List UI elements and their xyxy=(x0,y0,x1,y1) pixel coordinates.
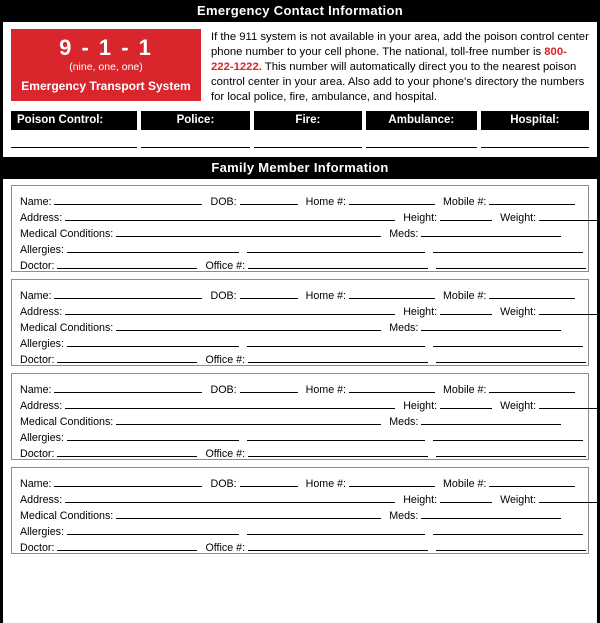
label-dob: DOB: xyxy=(210,195,237,208)
input-medical-conditions[interactable] xyxy=(116,413,381,425)
label-mobile: Mobile #: xyxy=(443,289,487,302)
input-dob[interactable] xyxy=(240,381,298,393)
label-office: Office #: xyxy=(205,541,246,554)
contact-label-bar xyxy=(3,109,597,130)
badge-spelled: (nine, one, one) xyxy=(69,61,143,74)
input-meds[interactable] xyxy=(421,225,561,237)
member-row-medical xyxy=(20,413,580,429)
input-doctor[interactable] xyxy=(57,539,197,551)
label-dob: DOB: xyxy=(210,383,237,396)
input-allergies-3[interactable] xyxy=(433,241,583,253)
emergency-instructions-part2: This number will automatically direct you to the nearest poison control center in your area. Also add to your phone's directory the numbers for local police, fire, ambulance, and hospital. xyxy=(211,60,585,103)
family-member-list xyxy=(3,179,597,554)
input-office[interactable] xyxy=(248,257,428,269)
contact-write-in-lines xyxy=(3,130,597,157)
label-doctor: Doctor: xyxy=(20,541,55,554)
input-medical-conditions[interactable] xyxy=(116,507,381,519)
input-allergies-2[interactable] xyxy=(247,523,425,535)
label-home: Home #: xyxy=(305,289,347,302)
emergency-instructions xyxy=(211,29,589,105)
input-name[interactable] xyxy=(54,475,202,487)
input-mobile[interactable] xyxy=(489,193,575,205)
input-doctor[interactable] xyxy=(57,445,197,457)
emergency-911-badge xyxy=(11,29,201,101)
input-allergies-2[interactable] xyxy=(247,241,425,253)
label-weight: Weight: xyxy=(500,399,537,412)
emergency-instructions-part1: If the 911 system is not available in your area, add the poison control center phone number to your cell phone. The national, toll-free number is xyxy=(211,31,589,58)
input-height[interactable] xyxy=(440,397,492,409)
label-height: Height: xyxy=(403,305,438,318)
label-allergies: Allergies: xyxy=(20,337,64,350)
label-home: Home #: xyxy=(305,195,347,208)
input-dob[interactable] xyxy=(240,287,298,299)
label-medical-conditions: Medical Conditions: xyxy=(20,321,114,334)
input-allergies-1[interactable] xyxy=(67,241,239,253)
emergency-section-header: Emergency Contact Information xyxy=(3,0,597,22)
label-address: Address: xyxy=(20,399,63,412)
input-name[interactable] xyxy=(54,193,202,205)
badge-system: Emergency Transport System xyxy=(21,78,191,93)
emergency-info-row xyxy=(3,22,597,109)
poison-control-number: 800-222-1222. xyxy=(211,45,567,73)
input-weight[interactable] xyxy=(539,303,600,315)
label-height: Height: xyxy=(403,399,438,412)
input-home[interactable] xyxy=(349,381,435,393)
input-weight[interactable] xyxy=(539,209,600,221)
label-dob: DOB: xyxy=(210,289,237,302)
contact-label-fire: Fire: xyxy=(254,111,362,130)
input-office-extra[interactable] xyxy=(436,257,586,269)
input-name[interactable] xyxy=(54,381,202,393)
input-allergies-1[interactable] xyxy=(67,523,239,535)
input-dob[interactable] xyxy=(240,193,298,205)
label-dob: DOB: xyxy=(210,477,237,490)
family-member-card xyxy=(11,467,589,554)
label-doctor: Doctor: xyxy=(20,259,55,272)
label-mobile: Mobile #: xyxy=(443,383,487,396)
input-allergies-2[interactable] xyxy=(247,335,425,347)
badge-number: 9 - 1 - 1 xyxy=(59,35,153,60)
input-office-extra[interactable] xyxy=(436,351,586,363)
label-meds: Meds: xyxy=(389,227,419,240)
input-office-extra[interactable] xyxy=(436,539,586,551)
member-row-address xyxy=(20,397,580,413)
input-office-extra[interactable] xyxy=(436,445,586,457)
label-medical-conditions: Medical Conditions: xyxy=(20,415,114,428)
contact-input-hospital[interactable] xyxy=(481,146,589,148)
label-office: Office #: xyxy=(205,259,246,272)
contact-input-police[interactable] xyxy=(141,146,249,148)
input-address[interactable] xyxy=(65,209,395,221)
family-member-card xyxy=(11,279,589,366)
member-row-medical xyxy=(20,225,580,241)
member-row-address xyxy=(20,491,580,507)
contact-label-hospital: Hospital: xyxy=(481,111,589,130)
label-address: Address: xyxy=(20,305,63,318)
label-meds: Meds: xyxy=(389,415,419,428)
member-row-doctor xyxy=(20,539,580,555)
contact-input-ambulance[interactable] xyxy=(366,146,476,148)
member-row-address xyxy=(20,209,580,225)
label-medical-conditions: Medical Conditions: xyxy=(20,227,114,240)
member-row-address xyxy=(20,303,580,319)
label-doctor: Doctor: xyxy=(20,447,55,460)
label-mobile: Mobile #: xyxy=(443,477,487,490)
label-allergies: Allergies: xyxy=(20,431,64,444)
input-home[interactable] xyxy=(349,287,435,299)
member-row-allergies xyxy=(20,429,580,445)
input-doctor[interactable] xyxy=(57,257,197,269)
input-allergies-3[interactable] xyxy=(433,523,583,535)
input-height[interactable] xyxy=(440,209,492,221)
label-weight: Weight: xyxy=(500,211,537,224)
input-address[interactable] xyxy=(65,491,395,503)
input-allergies-2[interactable] xyxy=(247,429,425,441)
input-name[interactable] xyxy=(54,287,202,299)
input-dob[interactable] xyxy=(240,475,298,487)
input-allergies-1[interactable] xyxy=(67,429,239,441)
label-home: Home #: xyxy=(305,477,347,490)
contact-label-police: Police: xyxy=(141,111,249,130)
contact-input-fire[interactable] xyxy=(254,146,362,148)
contact-input-poison-control[interactable] xyxy=(11,146,137,148)
input-office[interactable] xyxy=(248,445,428,457)
label-name: Name: xyxy=(20,383,52,396)
input-office[interactable] xyxy=(248,351,428,363)
member-row-doctor xyxy=(20,351,580,367)
label-allergies: Allergies: xyxy=(20,525,64,538)
input-medical-conditions[interactable] xyxy=(116,319,381,331)
member-row-doctor xyxy=(20,445,580,461)
input-home[interactable] xyxy=(349,475,435,487)
label-weight: Weight: xyxy=(500,493,537,506)
member-row-name xyxy=(20,475,580,491)
member-row-name xyxy=(20,287,580,303)
input-address[interactable] xyxy=(65,303,395,315)
label-height: Height: xyxy=(403,211,438,224)
label-height: Height: xyxy=(403,493,438,506)
member-row-doctor xyxy=(20,257,580,273)
input-weight[interactable] xyxy=(539,397,600,409)
label-doctor: Doctor: xyxy=(20,353,55,366)
label-meds: Meds: xyxy=(389,321,419,334)
input-height[interactable] xyxy=(440,491,492,503)
member-row-medical xyxy=(20,319,580,335)
label-meds: Meds: xyxy=(389,509,419,522)
label-medical-conditions: Medical Conditions: xyxy=(20,509,114,522)
label-allergies: Allergies: xyxy=(20,243,64,256)
member-row-allergies xyxy=(20,335,580,351)
input-height[interactable] xyxy=(440,303,492,315)
input-mobile[interactable] xyxy=(489,287,575,299)
label-home: Home #: xyxy=(305,383,347,396)
label-mobile: Mobile #: xyxy=(443,195,487,208)
label-address: Address: xyxy=(20,211,63,224)
label-weight: Weight: xyxy=(500,305,537,318)
label-office: Office #: xyxy=(205,353,246,366)
label-name: Name: xyxy=(20,477,52,490)
member-row-name xyxy=(20,381,580,397)
member-row-allergies xyxy=(20,241,580,257)
label-office: Office #: xyxy=(205,447,246,460)
input-weight[interactable] xyxy=(539,491,600,503)
label-name: Name: xyxy=(20,289,52,302)
input-allergies-3[interactable] xyxy=(433,429,583,441)
input-home[interactable] xyxy=(349,193,435,205)
family-member-card xyxy=(11,185,589,272)
family-member-card xyxy=(11,373,589,460)
family-section-header: Family Member Information xyxy=(3,157,597,179)
input-mobile[interactable] xyxy=(489,475,575,487)
input-meds[interactable] xyxy=(421,319,561,331)
input-office[interactable] xyxy=(248,539,428,551)
member-row-name xyxy=(20,193,580,209)
member-row-medical xyxy=(20,507,580,523)
input-mobile[interactable] xyxy=(489,381,575,393)
input-address[interactable] xyxy=(65,397,395,409)
input-allergies-1[interactable] xyxy=(67,335,239,347)
member-row-allergies xyxy=(20,523,580,539)
input-meds[interactable] xyxy=(421,507,561,519)
label-name: Name: xyxy=(20,195,52,208)
input-medical-conditions[interactable] xyxy=(116,225,381,237)
input-doctor[interactable] xyxy=(57,351,197,363)
input-allergies-3[interactable] xyxy=(433,335,583,347)
input-meds[interactable] xyxy=(421,413,561,425)
label-address: Address: xyxy=(20,493,63,506)
contact-label-ambulance: Ambulance: xyxy=(366,111,476,130)
contact-label-poison-control: Poison Control: xyxy=(11,111,137,130)
